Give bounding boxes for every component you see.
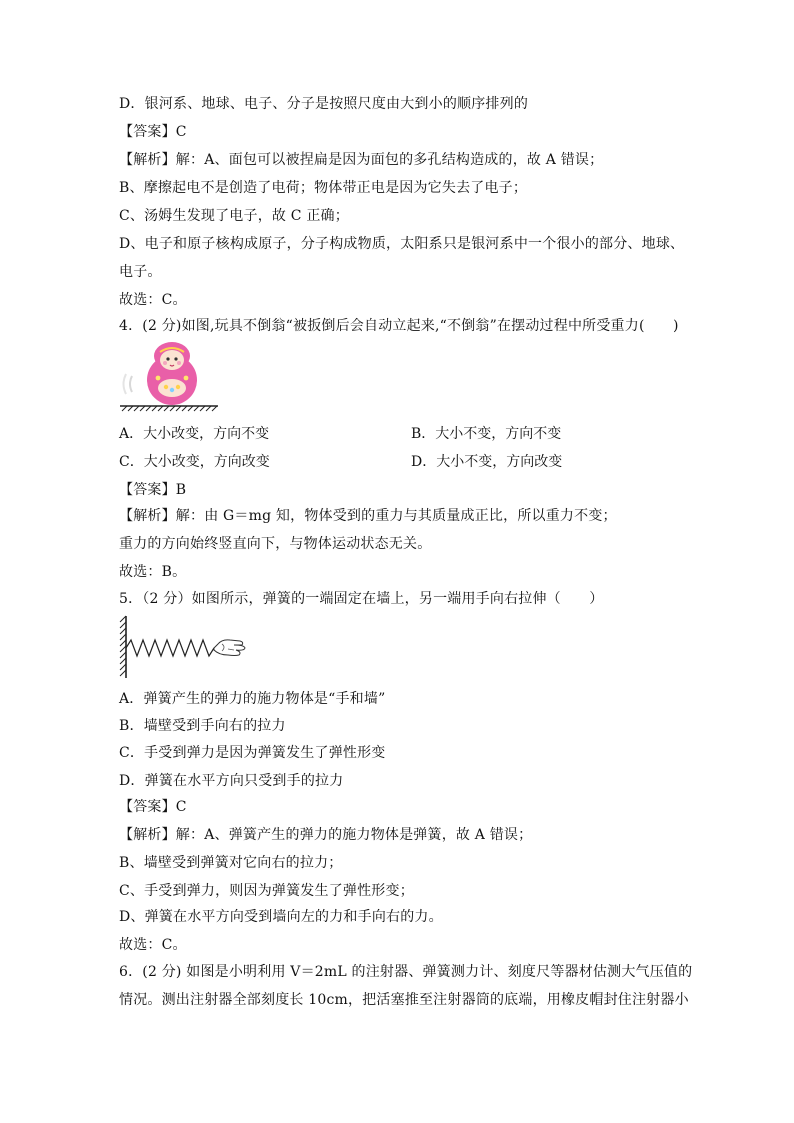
q3-analysis-line-2: B、摩擦起电不是创造了电荷；物体带正电是因为它失去了电子； [119,180,528,196]
q3-analysis-line-1: 【解析】解：A、面包可以被捏扁是因为面包的多孔结构造成的，故 A 错误； [119,152,604,168]
q5-option-a: A．弹簧产生的弹力的施力物体是“手和墙” [119,691,386,707]
q4-option-b: B．大小不变，方向不变 [411,426,562,442]
q6-stem-line-1: 6．(2 分) 如图是小明利用 V＝2mL 的注射器、弹簧测力计、刻度尺等器材估测大气压值的 [119,964,693,980]
q4-option-a: A．大小改变，方向不变 [119,426,270,442]
q5-option-d: D．弹簧在水平方向只受到手的拉力 [119,773,344,789]
q4-option-d: D．大小不变，方向改变 [411,454,563,470]
spring-wall-hand-icon [118,614,248,680]
q4-analysis-line-2: 重力的方向始终竖直向下，与物体运动状态无关。 [119,536,432,552]
q5-conclusion: 故选：C。 [119,937,187,953]
tumbler-doll-icon [118,340,222,412]
q4-analysis-line-1: 【解析】解：由 G＝mg 知，物体受到的重力与其质量成正比，所以重力不变； [119,508,617,524]
q3-analysis-line-5: 电子。 [119,264,162,280]
q3-option-d: D．银河系、地球、电子、分子是按照尺度由大到小的顺序排列的 [119,96,529,112]
q4-answer: 【答案】B [119,482,187,498]
q4-option-c: C．大小改变，方向改变 [119,454,270,470]
q3-analysis-line-4: D、电子和原子核构成原子，分子构成物质，太阳系只是银河系中一个很小的部分、地球、 [119,236,685,252]
q5-analysis-line-2: B、墙壁受到弹簧对它向右的拉力； [119,855,343,871]
q3-answer: 【答案】C [119,124,187,140]
q4-conclusion: 故选：B。 [119,564,187,580]
q6-stem-line-2: 情况。测出注射器全部刻度长 10cm，把活塞推至注射器筒的底端，用橡皮帽封住注射器小 [119,992,689,1008]
q5-stem: 5．（2 分）如图所示，弹簧的一端固定在墙上，另一端用手向右拉伸（ ） [119,591,604,607]
q5-answer: 【答案】C [119,799,187,815]
q5-option-b: B．墙壁受到手向右的拉力 [119,718,286,734]
q3-analysis-line-3: C、汤姆生发现了电子，故 C 正确； [119,208,349,224]
q5-analysis-line-1: 【解析】解：A、弹簧产生的弹力的施力物体是弹簧，故 A 错误； [119,827,533,843]
q3-conclusion: 故选：C。 [119,292,187,308]
q4-stem: 4．(2 分)如图,玩具不倒翁“被扳倒后会自动立起来,“不倒翁”在摆动过程中所受重力( ) [119,318,679,334]
q5-option-c: C．手受到弹力是因为弹簧发生了弹性形变 [119,745,386,761]
q5-analysis-line-4: D、弹簧在水平方向受到墙向左的力和手向右的力。 [119,909,443,925]
q5-analysis-line-3: C、手受到弹力，则因为弹簧发生了弹性形变； [119,883,414,899]
